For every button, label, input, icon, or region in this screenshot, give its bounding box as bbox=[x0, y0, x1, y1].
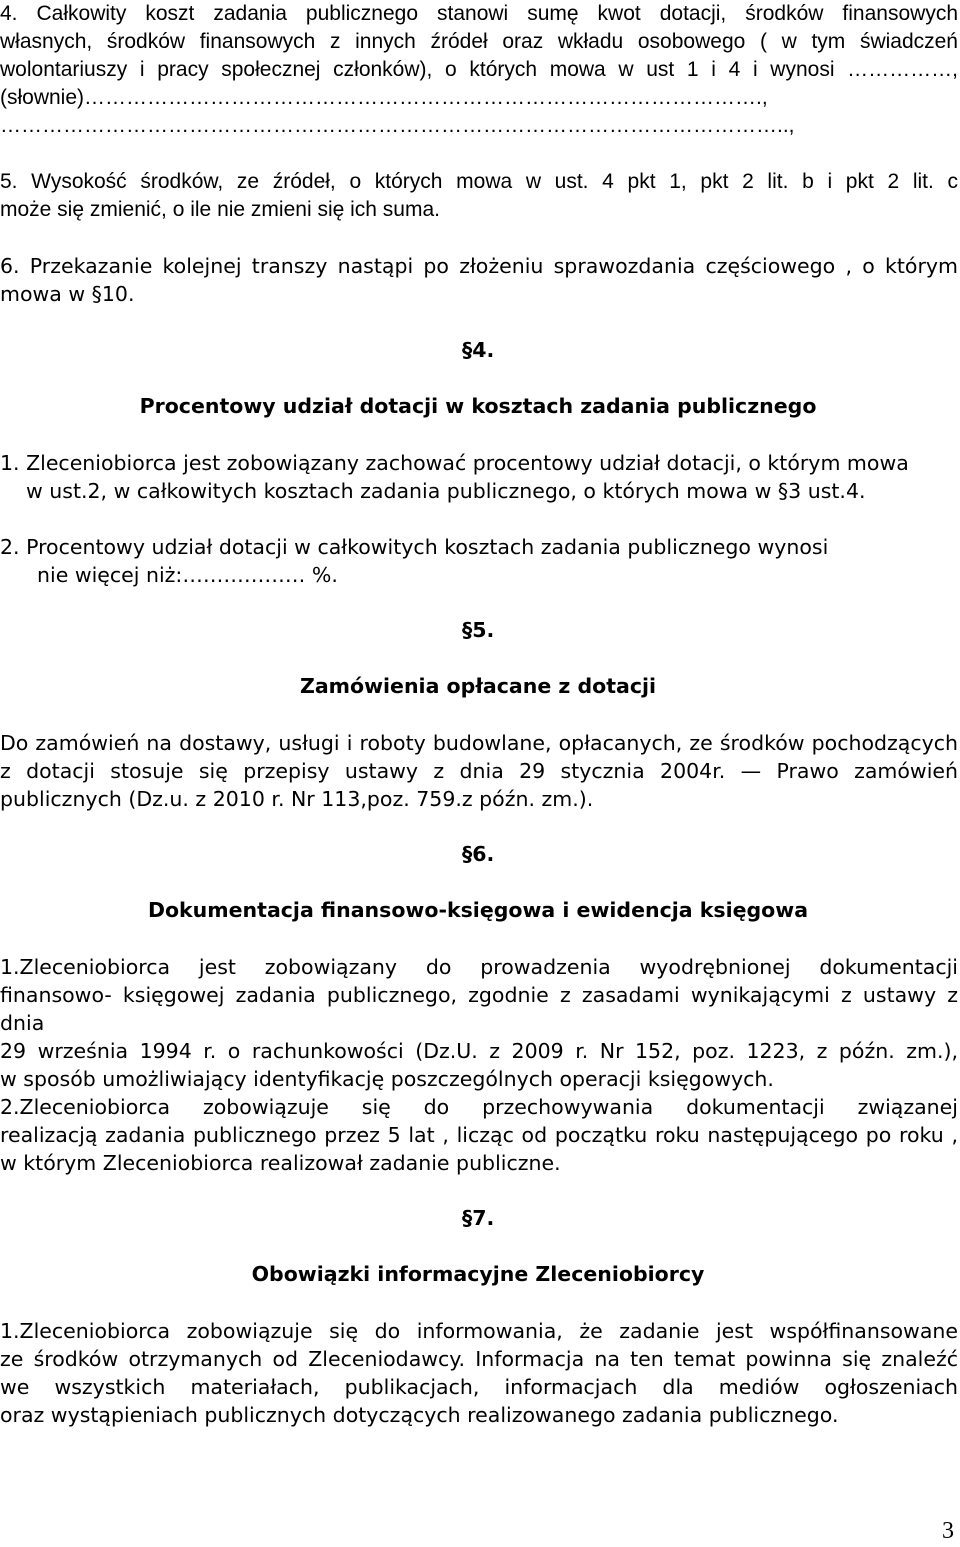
section-number: §7. bbox=[462, 1206, 495, 1230]
paragraph-line: w ust.2, w całkowitych kosztach zadania publicznego, o których mowa w §3 ust.4. bbox=[26, 479, 866, 503]
paragraph-line: nie więcej niż:……………… %. bbox=[37, 563, 338, 587]
paragraph-line: mowa w §10. bbox=[0, 282, 135, 306]
paragraph-line: ………………………………………………………………………………………………….., bbox=[0, 114, 795, 137]
section-6-paragraph-1 bbox=[0, 953, 958, 1093]
paragraph-line: oraz wystąpieniach publicznych dotyczących realizowanego zadania publicznego. bbox=[0, 1403, 839, 1427]
paragraph-line: 5. Wysokość środków, ze źródeł, o których mowa w ust. 4 pkt 1, pkt 2 lit. b i pkt 2 lit. c bbox=[0, 170, 958, 193]
paragraph-line: wolontariuszy i pracy społecznej członków), o których mowa w ust 1 i 4 i wynosi ……………, bbox=[0, 58, 958, 81]
section-number: §6. bbox=[462, 842, 495, 866]
paragraph-line: 1. Zleceniobiorca jest zobowiązany zachować procentowy udział dotacji, o którym mowa bbox=[0, 451, 909, 475]
paragraph-line: Do zamówień na dostawy, usługi i roboty budowlane, opłacanych, ze środków pochodzących bbox=[0, 731, 958, 755]
paragraph-line: finansowo- księgowej zadania publicznego, zgodnie z zasadami wynikającymi z ustawy z dnia bbox=[0, 983, 958, 1035]
section-number: §5. bbox=[462, 618, 495, 642]
section-title: Obowiązki informacyjne Zleceniobiorcy bbox=[251, 1262, 705, 1286]
section-4-paragraph-2 bbox=[0, 533, 958, 589]
section-number: §4. bbox=[462, 338, 495, 362]
paragraph-line: 1.Zleceniobiorca jest zobowiązany do prowadzenia wyodrębnionej dokumentacji bbox=[0, 955, 958, 979]
section-7-paragraph bbox=[0, 1317, 958, 1429]
paragraph-line: 1.Zleceniobiorca zobowiązuje się do informowania, że zadanie jest współfinansowane bbox=[0, 1319, 958, 1343]
section-title: Zamówienia opłacane z dotacji bbox=[299, 674, 657, 698]
paragraph-line: może się zmienić, o ile nie zmieni się ich suma. bbox=[0, 198, 440, 221]
paragraph-line: własnych, środków finansowych z innych źródeł oraz wkładu osobowego ( w tym świadczeń bbox=[0, 30, 958, 53]
paragraph-line: 2. Procentowy udział dotacji w całkowitych kosztach zadania publicznego wynosi bbox=[0, 535, 829, 559]
paragraph-line: w którym Zleceniobiorca realizował zadanie publiczne. bbox=[0, 1151, 561, 1175]
section-title: Procentowy udział dotacji w kosztach zadania publicznego bbox=[139, 394, 817, 418]
paragraph-line: ze środków otrzymanych od Zleceniodawcy. Informacja na ten temat powinna się znaleźć bbox=[0, 1347, 958, 1371]
paragraph-line: z dotacji stosuje się przepisy ustawy z dnia 29 stycznia 2004r. — Prawo zamówień bbox=[0, 759, 958, 783]
paragraph-5 bbox=[0, 168, 958, 224]
section-4-paragraph-1 bbox=[0, 449, 958, 505]
paragraph-line: w sposób umożliwiający identyfikację poszczególnych operacji księgowych. bbox=[0, 1067, 774, 1091]
paragraph-line: 4. Całkowity koszt zadania publicznego stanowi sumę kwot dotacji, środków finansowych bbox=[0, 2, 958, 25]
paragraph-line: we wszystkich materiałach, publikacjach, informacjach dla mediów ogłoszeniach bbox=[0, 1375, 958, 1399]
page-number: 3 bbox=[942, 1518, 954, 1544]
paragraph-line: realizacją zadania publicznego przez 5 lat , licząc od początku roku następującego po roku , bbox=[0, 1123, 958, 1147]
paragraph-line: (słownie)……………………………………………………………………………………., bbox=[0, 86, 768, 109]
paragraph-line: 6. Przekazanie kolejnej transzy nastąpi po złożeniu sprawozdania częściowego , o którym bbox=[0, 254, 958, 278]
section-5-paragraph bbox=[0, 729, 958, 813]
paragraph-6 bbox=[0, 252, 958, 308]
section-6-paragraph-2 bbox=[0, 1093, 958, 1177]
paragraph-line: publicznych (Dz.u. z 2010 r. Nr 113,poz. 759.z późn. zm.). bbox=[0, 787, 594, 811]
section-title: Dokumentacja finansowo-księgowa i ewidencja księgowa bbox=[147, 898, 809, 922]
paragraph-4 bbox=[0, 0, 958, 140]
paragraph-line: 2.Zleceniobiorca zobowiązuje się do przechowywania dokumentacji związanej bbox=[0, 1095, 958, 1119]
paragraph-line: 29 września 1994 r. o rachunkowości (Dz.U. z 2009 r. Nr 152, poz. 1223, z późn. zm.), bbox=[0, 1039, 958, 1063]
